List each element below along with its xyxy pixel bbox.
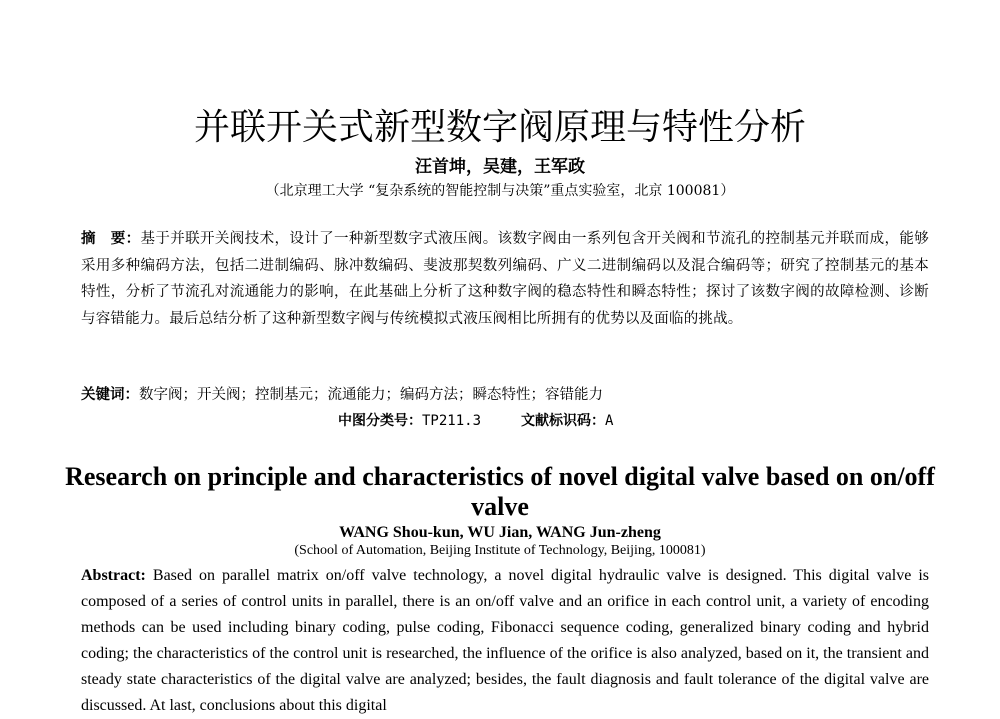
document-code: A: [605, 413, 614, 429]
english-authors: WANG Shou-kun, WU Jian, WANG Jun-zheng: [339, 524, 661, 541]
chinese-keywords: [81, 384, 929, 406]
classification-label: 中图分类号：: [338, 413, 422, 429]
chinese-abstract-label: 摘 要：: [81, 231, 141, 247]
chinese-keywords-label: 关键词：: [81, 387, 139, 403]
chinese-abstract-text: 基于并联开关阀技术，设计了一种新型数字式液压阀。该数字阀由一系列包含开关阀和节流孔的控制基元并联而成，能够采用多种编码方法，包括二进制编码、脉冲数编码、斐波那契数列编码、广义二进制编码以及混合编码等；研究了控制基元的基本特性，分析了节流孔对流通能力的影响，在此基础上分析了这种数字阀的稳态特性和瞬态特性；探讨了该数字阀的故障检测、诊断与容错能力。最后总结分析了这种新型数字阀与传统模拟式液压阀相比所拥有的优势以及面临的挑战。: [81, 231, 929, 327]
english-title: Research on principle and characteristics of novel digital valve based on on/off valve: [65, 462, 935, 521]
chinese-authors: 汪首坤，吴建，王军政: [415, 157, 585, 177]
classification-code: TP211.3: [422, 413, 482, 429]
chinese-title: 并联开关式新型数字阀原理与特性分析: [193, 107, 806, 148]
chinese-abstract: [81, 226, 929, 332]
english-abstract-label: Abstract:: [81, 567, 146, 584]
chinese-affiliation: （北京理工大学 “复杂系统的智能控制与决策”重点实验室，北京 100081）: [265, 183, 735, 199]
chinese-keywords-text: 数字阀；开关阀；控制基元；流通能力；编码方法；瞬态特性；容错能力: [139, 387, 603, 403]
document-code-label: 文献标识码：: [521, 413, 606, 429]
english-abstract-text: Based on parallel matrix on/off valve technology, a novel digital hydraulic valve is designed. This digital valve is composed of a series of control units in parallel, there is an on/off valve and an orifice in each control unit, a variety of encoding methods can be used including binary coding, pulse coding, Fibonacci sequence coding, generalized binary coding and hybrid coding; the characteristics of the control unit is researched, the influence of the orifice is also analyzed, based on it, the transient and steady state characteristics of the digital valve are analyzed; besides, the fault diagnosis and fault tolerance of the digital valve are discussed. At last, conclusions about this digital: [81, 567, 930, 714]
classification-line: [338, 410, 838, 432]
english-abstract: [81, 563, 929, 719]
english-affiliation: (School of Automation, Beijing Institute of Technology, Beijing, 100081): [294, 543, 706, 558]
